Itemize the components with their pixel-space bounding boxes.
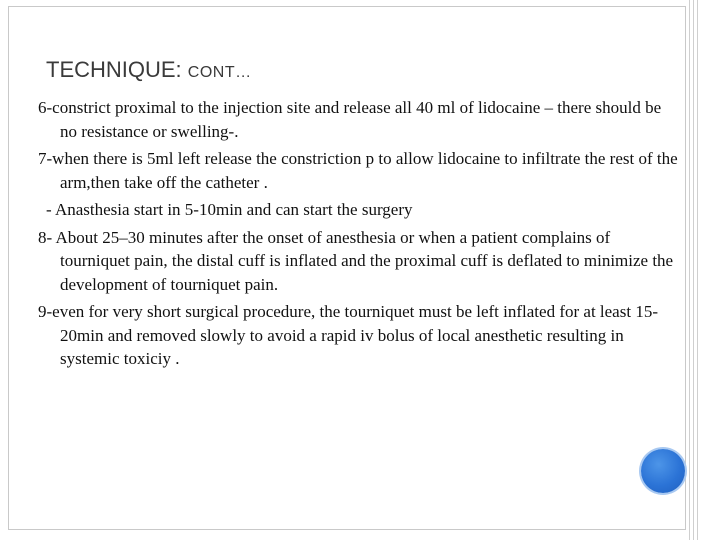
slide-body xyxy=(38,96,678,375)
slide-title-main: TECHNIQUE: xyxy=(46,57,188,82)
blue-circle-icon xyxy=(641,449,685,493)
step-9-item: 9-even for very short surgical procedure, the tourniquet must be left inflated for at least 15-20min and removed slowly to avoid a rapid iv bolus of local anesthetic resulting in systemic toxiciy . xyxy=(38,302,658,368)
slide-edge-lines xyxy=(689,0,720,540)
step-8-item: 8- About 25–30 minutes after the onset of anesthesia or when a patient complains of tourniquet pain, the distal cuff is inflated and the proximal cuff is deflated to minimize the development of tourniquet pain. xyxy=(38,227,674,294)
step-6-item: 6-constrict proximal to the injection site and release all 40 ml of lidocaine – there should be no resistance or swelling-. xyxy=(38,98,662,141)
step-7-item: 7-when there is 5ml left release the constriction p to allow lidocaine to infiltrate the rest of the arm,then take off the catheter . xyxy=(38,149,678,192)
slide-title xyxy=(46,48,252,85)
slide-title-sub: CONT… xyxy=(187,64,252,81)
anesthesia-note-item: - Anasthesia start in 5-10min and can start the surgery xyxy=(46,200,413,219)
